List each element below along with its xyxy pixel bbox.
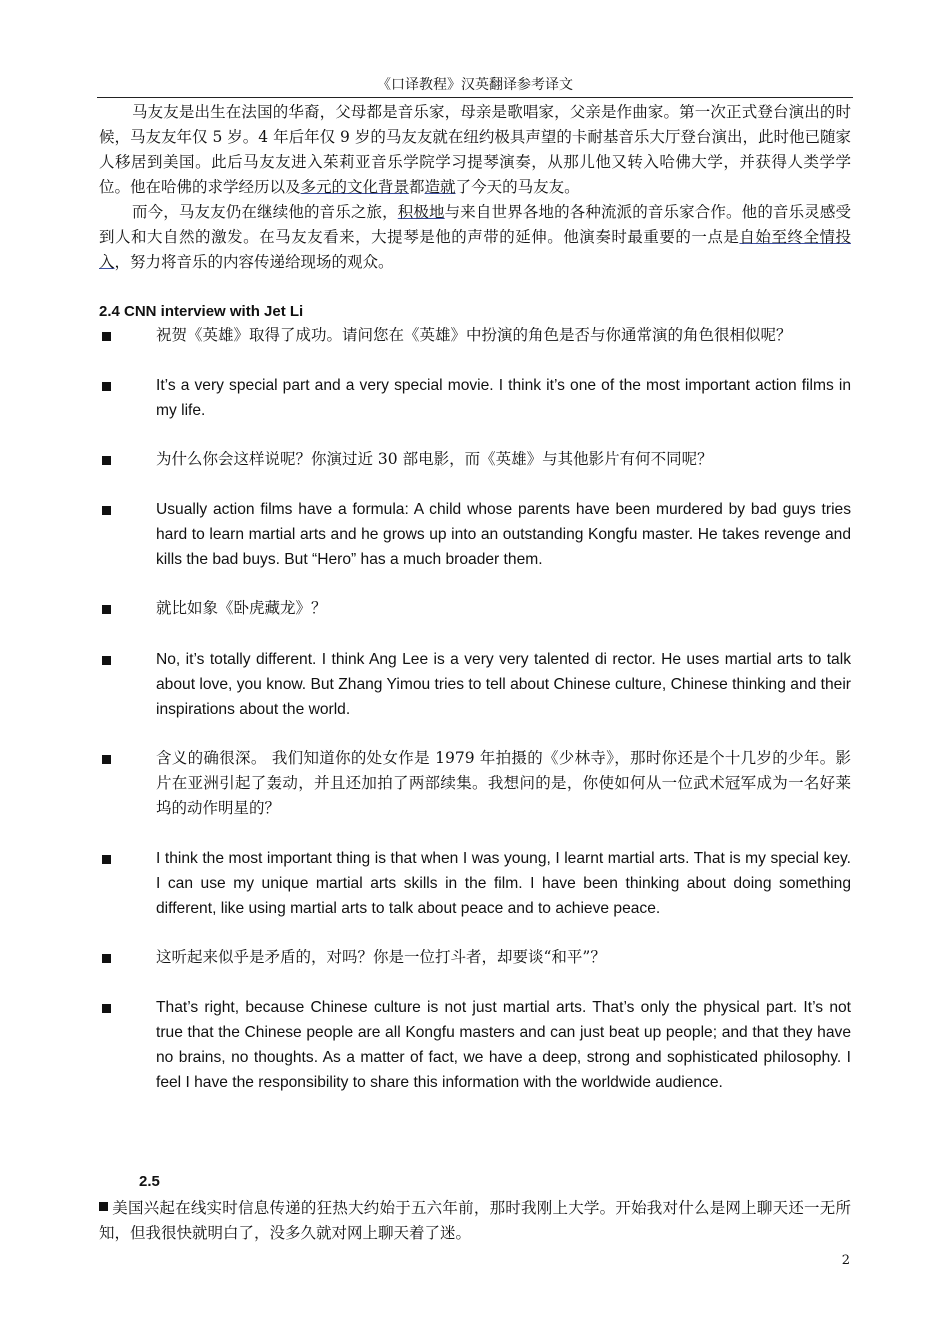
intro-paragraph-1: 马友友是出生在法国的华裔，父母都是音乐家，母亲是歌唱家，父亲是作曲家。第一次正式登台演出的时候，马友友年仅 5 岁。4 年后年仅 9 岁的马友友就在纽约极具声望的卡耐基音乐大厅登台演出，此时他已随家人移居到美国。此后马友友进入茱莉亚音乐学院学习提琴演奏，从那儿他又转入哈佛大学，并获得人类学学位。他在哈佛的求学经历以及多元的文化背景都造就了今天的马友友。	[99, 103, 851, 196]
list-item: 为什么你会这样说呢？你演过近 30 部电影，而《英雄》与其他影片有何不同呢？	[99, 447, 851, 472]
section-heading-2-4: 2.4 CNN interview with Jet Li	[99, 303, 304, 320]
square-bullet-icon	[102, 382, 111, 391]
section-2-5-paragraph: 美国兴起在线实时信息传递的狂热大约始于五六年前，那时我刚上大学。开始我对什么是网上聊天还一无所知，但我很快就明白了，没多久就对网上聊天着了迷。	[99, 1199, 851, 1242]
square-bullet-icon	[102, 456, 111, 465]
square-bullet-icon	[102, 605, 111, 614]
square-bullet-icon	[99, 1202, 108, 1211]
list-item: 就比如象《卧虎藏龙》？	[99, 596, 851, 621]
list-item: It’s a very special part and a very special movie. I think it’s one of the most important action films in my life.	[99, 373, 851, 423]
page-header: 《口译教程》汉英翻译参考译文	[97, 74, 853, 98]
square-bullet-icon	[102, 1004, 111, 1013]
underlined-phrase: 自始至终全情投入	[99, 228, 851, 271]
square-bullet-icon	[102, 506, 111, 515]
square-bullet-icon	[102, 332, 111, 341]
list-item: No, it’s totally different. I think Ang Lee is a very very talented di rector. He uses martial arts to talk about love, you know. But Zhang Yimou tries to tell about Chinese culture, Chinese thinking and their inspirations about the world.	[99, 647, 851, 722]
list-item: Usually action films have a formula: A child whose parents have been murdered by bad guys tries hard to learn martial arts and he grows up into an outstanding Kongfu master. He takes revenge and kills the bad buys. But “Hero” has a much broader them.	[99, 497, 851, 572]
square-bullet-icon	[102, 855, 111, 864]
underlined-phrase: 积极地	[397, 203, 445, 221]
page-number: 2	[841, 1253, 850, 1268]
underlined-phrase: 造就	[424, 178, 456, 196]
intro-paragraph-2: 而今，马友友仍在继续他的音乐之旅，积极地与来自世界各地的各种流派的音乐家合作。他的音乐灵感受到人和大自然的激发。在马友友看来，大提琴是他的声带的延伸。他演奏时最重要的一点是自始至终全情投入，努力将音乐的内容传递给现场的观众。	[99, 203, 851, 271]
list-item: I think the most important thing is that when I was young, I learnt martial arts. That is my special key. I can use my unique martial arts skills in the film. I have been thinking about doing something different, like using martial arts to talk about peace and to achieve peace.	[99, 846, 851, 921]
list-item: 含义的确很深。 我们知道你的处女作是 1979 年拍摄的《少林寺》，那时你还是个十几岁的少年。影片在亚洲引起了轰动，并且还加拍了两部续集。我想问的是，你使如何从一位武术冠军成为一名好莱坞的动作明星的？	[99, 746, 851, 821]
underlined-phrase: 多元的文化背景	[300, 178, 410, 196]
square-bullet-icon	[102, 954, 111, 963]
list-item: 祝贺《英雄》取得了成功。请问您在《英雄》中扮演的角色是否与你通常演的角色很相似呢？	[99, 323, 851, 348]
square-bullet-icon	[102, 755, 111, 764]
list-item: 这听起来似乎是矛盾的，对吗？你是一位打斗者，却要谈“和平”？	[99, 945, 851, 970]
list-item: That’s right, because Chinese culture is not just martial arts. That’s only the physical part. It’s not true that the Chinese people are all Kongfu masters and can just beat up people; and that they have no brains, no thoughts. As a matter of fact, we have a deep, strong and sophisticated philosophy. I feel I have the responsibility to share this information with the worldwide audience.	[99, 995, 851, 1095]
square-bullet-icon	[102, 656, 111, 665]
section-heading-2-5: 2.5	[139, 1173, 160, 1190]
